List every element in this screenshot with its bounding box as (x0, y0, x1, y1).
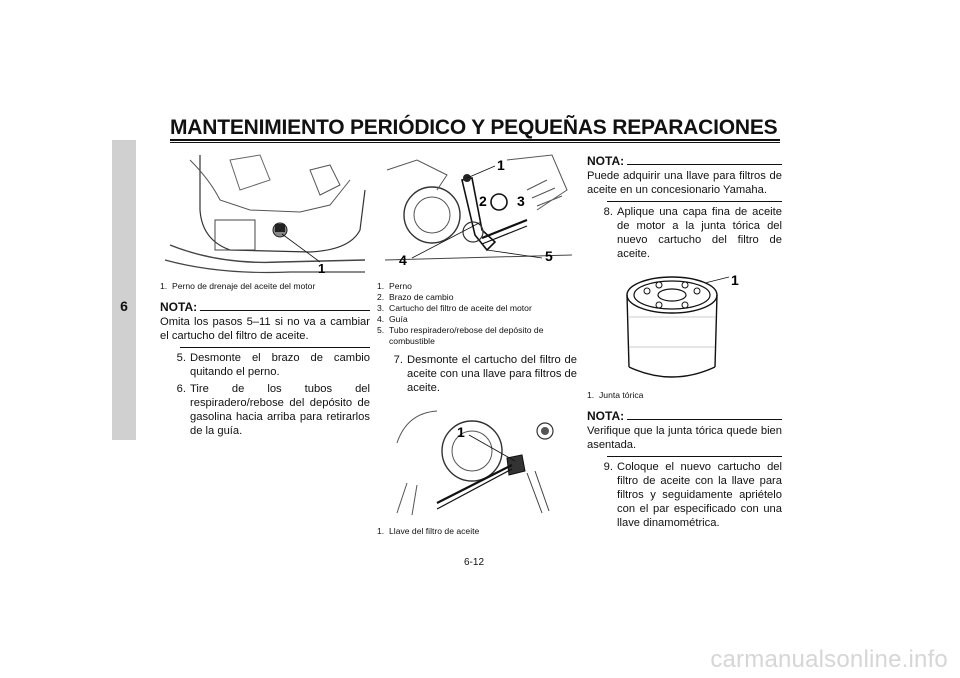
title-rule (170, 139, 780, 141)
nota-end-rule (180, 347, 370, 348)
callout-3: 3 (517, 193, 525, 209)
drain-bolt-illustration (160, 150, 370, 278)
shift-arm-illustration (377, 150, 577, 278)
caption-item (377, 303, 577, 314)
step-text: Tire de los tubos del respiradero/rebose del depósito de gasolina hacia arriba para retirarlos de la guía. (190, 383, 370, 437)
step-item (587, 460, 782, 530)
watermark-link[interactable]: carmanualsonline.info (710, 646, 948, 673)
nota-text: Verifique que la junta tórica quede bien asentada. (587, 425, 782, 451)
callout-5: 5 (545, 248, 553, 264)
caption-text: Perno (389, 281, 412, 291)
figure-caption (377, 281, 577, 347)
caption-number: 2. (377, 292, 385, 302)
nota-label: NOTA: (587, 409, 625, 423)
caption-item (587, 390, 782, 401)
callout-1: 1 (457, 424, 465, 440)
nota-rule (627, 419, 782, 420)
caption-number: 1. (377, 281, 385, 291)
caption-item (377, 526, 577, 537)
figure-o-ring (587, 267, 782, 387)
nota-rule (200, 310, 370, 311)
step-number: 7. (393, 354, 403, 366)
chapter-number: 6 (120, 298, 128, 314)
caption-text: Junta tórica (599, 390, 644, 400)
caption-item (377, 325, 577, 347)
column-middle (377, 150, 577, 537)
caption-item (377, 314, 577, 325)
nota-label: NOTA: (587, 154, 625, 168)
nota-end-rule (607, 201, 782, 202)
step-item (160, 382, 370, 438)
caption-number: 3. (377, 303, 385, 313)
nota-end-rule (607, 456, 782, 457)
step-item (160, 351, 370, 379)
nota-label: NOTA: (160, 300, 198, 314)
callout-1: 1 (731, 272, 739, 288)
step-text: Desmonte el cartucho del filtro de aceite con una llave para filtros de aceite. (407, 354, 577, 394)
step-text: Aplique una capa fina de aceite de motor a la junta tórica del nuevo cartucho del filtro de aceite. (617, 206, 782, 260)
step-number: 5. (176, 352, 186, 364)
column-left (160, 150, 370, 438)
step-item (587, 205, 782, 261)
caption-number: 1. (377, 526, 385, 536)
step-number: 8. (603, 206, 613, 218)
oil-filter-o-ring-illustration (587, 267, 782, 387)
caption-item (377, 292, 577, 303)
figure-drain-bolt (160, 150, 370, 278)
caption-text: Cartucho del filtro de aceite del motor (389, 303, 532, 313)
step-item (377, 353, 577, 395)
caption-text: Guía (389, 314, 408, 324)
column-right (587, 150, 782, 530)
caption-item (377, 281, 577, 292)
caption-item (160, 281, 370, 292)
caption-text: Perno de drenaje del aceite del motor (172, 281, 316, 291)
caption-number: 4. (377, 314, 385, 324)
callout-4: 4 (399, 252, 407, 268)
step-text: Desmonte el brazo de cambio quitando el perno. (190, 352, 370, 378)
caption-number: 5. (377, 325, 385, 335)
filter-wrench-illustration (377, 403, 577, 523)
step-text: Coloque el nuevo cartucho del filtro de aceite con la llave para filtros y seguidamente apriételo con el par especificado con una llave dinamométrica. (617, 461, 782, 529)
callout-1: 1 (318, 261, 326, 276)
page-title: MANTENIMIENTO PERIÓDICO Y PEQUEÑAS REPARACIONES (170, 116, 778, 139)
nota-text: Omita los pasos 5–11 si no va a cambiar el cartucho del filtro de aceite. (160, 316, 370, 342)
caption-text: Llave del filtro de aceite (389, 526, 480, 536)
nota-rule (627, 164, 782, 165)
figure-shift-arm (377, 150, 577, 278)
caption-number: 1. (587, 390, 595, 400)
figure-caption (160, 281, 370, 292)
page-number: 6-12 (464, 557, 485, 568)
caption-number: 1. (160, 281, 168, 291)
step-number: 9. (603, 461, 613, 473)
figure-caption (587, 390, 782, 401)
nota-heading (587, 409, 782, 423)
nota-text: Puede adquirir una llave para filtros de aceite en un concesionario Yamaha. (587, 170, 782, 196)
title-rule-thin (170, 142, 780, 143)
callout-1: 1 (497, 157, 505, 173)
caption-text: Brazo de cambio (389, 292, 454, 302)
figure-caption (377, 526, 577, 537)
caption-text: Tubo respiradero/rebose del depósito de combustible (389, 325, 544, 346)
figure-filter-wrench (377, 403, 577, 523)
nota-heading (587, 154, 782, 168)
nota-heading (160, 300, 370, 314)
step-number: 6. (176, 383, 186, 395)
chapter-tab (112, 140, 136, 440)
callout-2: 2 (479, 193, 487, 209)
